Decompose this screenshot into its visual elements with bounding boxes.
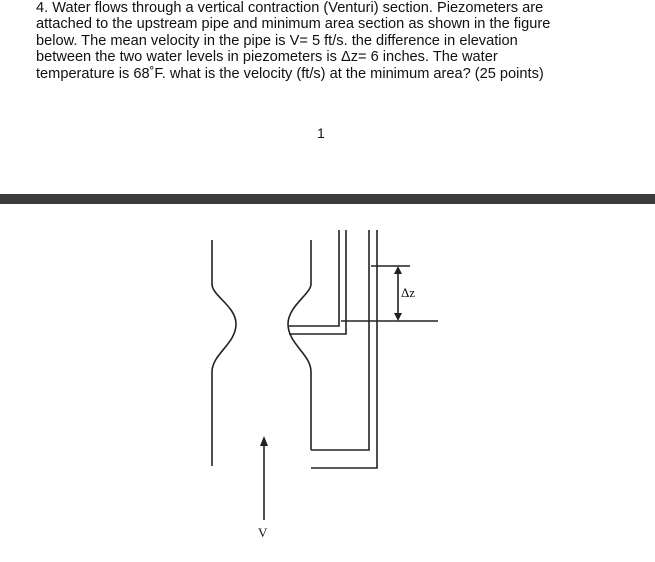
velocity-arrow-head-icon bbox=[260, 436, 268, 446]
page-number: 1 bbox=[317, 125, 325, 141]
problem-line: attached to the upstream pipe and minimum area section as shown in the figure bbox=[36, 16, 551, 33]
problem-line: temperature is 68˚F. what is the velocity (ft/s) at the minimum area? (25 points) bbox=[36, 65, 544, 82]
problem-statement bbox=[36, 0, 646, 82]
piezometer-throat-tube bbox=[289, 230, 346, 334]
delta-z-label: Δz bbox=[401, 285, 416, 300]
piezometer-upstream-tube bbox=[311, 230, 377, 468]
problem-line: between the two water levels in piezometers is Δz= 6 inches. The water bbox=[36, 49, 498, 66]
pipe-wall-left bbox=[212, 240, 236, 466]
page-break-bar bbox=[0, 194, 655, 204]
problem-line: 4. Water flows through a vertical contraction (Venturi) section. Piezometers are bbox=[36, 0, 544, 16]
velocity-label: V bbox=[258, 525, 268, 540]
delta-z-arrow-down-icon bbox=[394, 313, 402, 321]
venturi-diagram bbox=[0, 204, 655, 562]
problem-line: below. The mean velocity in the pipe is V= 5 ft/s. the difference in elevation bbox=[36, 32, 518, 49]
venturi-figure bbox=[0, 204, 655, 562]
pipe-wall-right bbox=[288, 240, 311, 450]
delta-z-arrow-up-icon bbox=[394, 266, 402, 274]
